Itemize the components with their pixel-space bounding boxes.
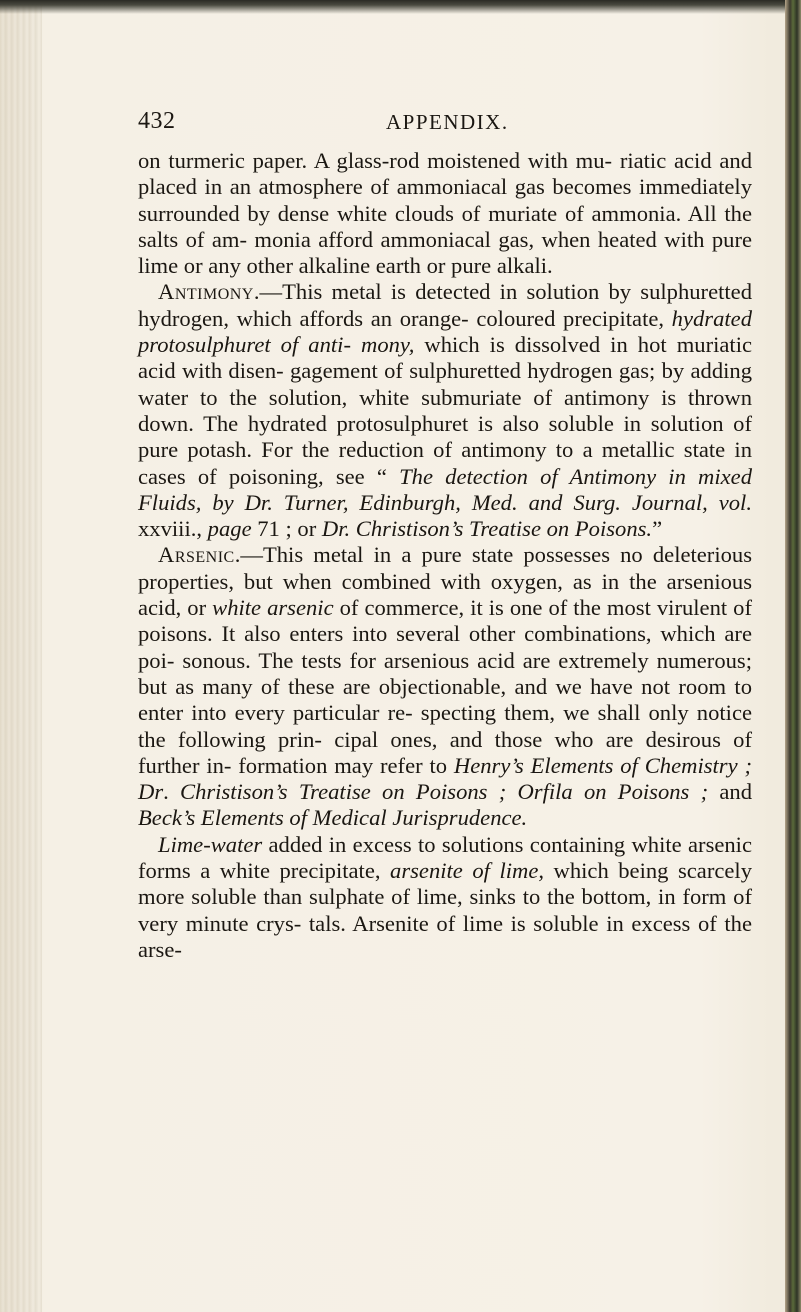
page-fore-edge [785, 0, 801, 1312]
paragraph-ammonia-continued [138, 148, 752, 279]
italic-run: arsenite of lime, [390, 858, 544, 884]
paragraph-antimony [138, 279, 752, 542]
italic-run: page [207, 516, 252, 542]
italic-run: white arsenic [212, 595, 334, 621]
page-top-edge [0, 0, 801, 14]
citation-turner: The detection of Antimony in mixed Fluids, by Dr. Turner, Edinburgh, Med. and Surg. Journal, vol. [138, 463, 753, 515]
paragraph-arsenic [138, 542, 752, 831]
text-run: 71 ; or [251, 516, 322, 542]
text-run: which is dissolved in hot muriatic acid with disen- gagement of sulphuretted hydrogen gas; by adding water to the solution, white submuriate of antimony is thrown down. The hydrated protosulphuret is also soluble in solution of pure potash. For the reduction of antimony to a metallic state in cases of poisoning, see “ [138, 332, 752, 489]
italic-run: Lime-water [158, 831, 263, 857]
text-run: .—This metal in a pure state possesses no deleterious properties, but when combined with oxygen, as in the arsenious acid, or [138, 542, 752, 621]
citation-christison-orfila: Christison’s Treatise on Poisons ; Orfila on Poisons ; [180, 779, 709, 805]
text-run: on turmeric paper. A glass-rod moistened with mu- riatic acid and placed in an atmosphere of ammoniacal gas becomes immediately surrounded by dense white clouds of muriate of ammonia. All the salts of am- monia afford ammoniacal gas, when heated with pure lime or any other alkaline earth or pure alkali. [138, 148, 752, 279]
running-head: APPENDIX. [386, 110, 509, 134]
text-run: added in excess to solutions containing white arsenic forms a white precipitate, [138, 831, 752, 884]
italic-run: Dr [138, 779, 164, 805]
text-run: .—This metal is detected in solution by sulphuretted hydrogen, which affords an orange- coloured precipitate, [138, 279, 752, 331]
text-run: . [163, 779, 181, 805]
text-run: which being scarcely more soluble than sulphate of lime, sinks to the bottom, in form of very minute crys- tals. Arsenite of lime is soluble in excess of the arse- [138, 858, 752, 962]
page-number: 432 [138, 108, 176, 134]
citation-beck: Beck’s Elements of Medical Jurisprudence. [138, 805, 528, 831]
text-run: of commerce, it is one of the most virulent of poisons. It also enters into several other combinations, which are poi- sonous. The tests for arsenious acid are extremely numerous; but as many of these are objectionable, and we have not room to enter into every particular re- specting them, we shall only notice the following prin- cipal ones, and those who are desirous of further in- formation may refer to [138, 595, 752, 778]
italic-run: hydrated protosulphuret of anti- mony, [138, 305, 752, 358]
section-heading-antimony: Antimony [158, 279, 254, 305]
text-run: ” [652, 516, 663, 542]
citation-henry: Henry’s Elements of Chemistry ; [453, 752, 752, 778]
section-heading-arsenic: Arsenic [158, 542, 235, 568]
text-run: and [708, 779, 752, 805]
page-header [138, 108, 700, 144]
text-run: xxviii., [138, 516, 208, 542]
paragraph-lime-water [138, 832, 752, 963]
page-gutter [0, 0, 42, 1312]
body-text [138, 148, 752, 963]
citation-christison: Dr. Christison’s Treatise on Poisons. [321, 516, 653, 542]
